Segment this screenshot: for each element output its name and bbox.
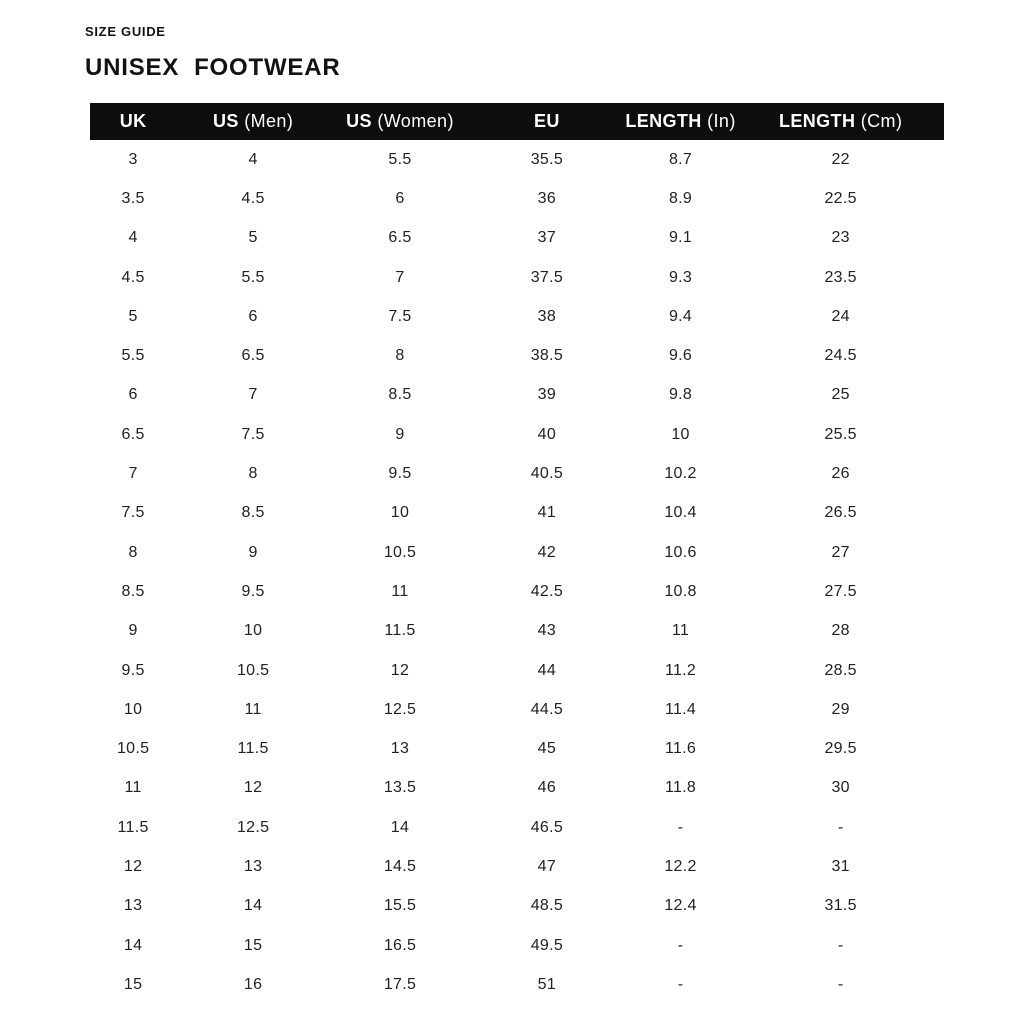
size-cell: 28.5 xyxy=(824,661,857,679)
table-row xyxy=(90,219,944,258)
size-cell: 6 xyxy=(248,307,258,325)
size-cell: 48.5 xyxy=(530,897,564,915)
size-cell: 37 xyxy=(537,229,557,247)
size-cell: 41 xyxy=(537,504,557,522)
size-cell: - xyxy=(677,936,684,954)
size-cell: 51 xyxy=(537,975,557,993)
size-cell: 10 xyxy=(671,425,690,443)
size-cell: 42.5 xyxy=(530,582,564,600)
size-cell: 9.5 xyxy=(388,465,412,483)
column-header-main: LENGTH xyxy=(625,111,702,131)
size-cell: 27 xyxy=(831,543,850,561)
size-cell: 24.5 xyxy=(824,347,857,365)
size-cell: 9.5 xyxy=(121,661,145,679)
column-header-main: UK xyxy=(119,111,147,131)
column-header xyxy=(176,103,330,140)
size-cell: 9.4 xyxy=(668,307,693,325)
column-header xyxy=(90,103,176,140)
size-cell: 7.5 xyxy=(121,504,145,522)
size-cell: 9.3 xyxy=(668,268,693,286)
size-cell: 25 xyxy=(831,386,850,404)
size-cell: 10.8 xyxy=(664,582,697,600)
size-cell: 11.6 xyxy=(664,740,697,758)
size-cell: 8.5 xyxy=(121,582,145,600)
size-cell: 9.6 xyxy=(668,347,693,365)
size-cell: 14 xyxy=(123,936,143,954)
size-cell: 38.5 xyxy=(530,347,564,365)
size-cell: 12.5 xyxy=(236,818,270,836)
size-cell: 22 xyxy=(831,150,850,168)
table-row xyxy=(90,336,944,375)
size-cell: 47 xyxy=(537,857,557,875)
table-row xyxy=(90,612,944,651)
size-cell: 10.4 xyxy=(664,504,697,522)
size-cell: 7.5 xyxy=(388,307,412,325)
size-cell: 10.6 xyxy=(664,543,697,561)
size-cell: 5.5 xyxy=(121,347,145,365)
size-cell: 27.5 xyxy=(824,582,857,600)
column-header-unit: (Cm) xyxy=(855,111,903,131)
size-cell: 24 xyxy=(831,307,850,325)
size-cell: 10 xyxy=(243,622,263,640)
size-cell: 9 xyxy=(128,622,138,640)
size-cell: 44 xyxy=(537,661,557,679)
size-cell: 9.5 xyxy=(241,582,265,600)
size-cell: 30 xyxy=(831,779,850,797)
size-cell: 45 xyxy=(537,740,557,758)
size-cell: 13 xyxy=(243,857,263,875)
size-cell: 46.5 xyxy=(530,818,564,836)
size-cell: 13.5 xyxy=(383,779,417,797)
column-header-unit: (Women) xyxy=(371,111,454,131)
size-cell: 11.5 xyxy=(384,622,416,640)
table-row xyxy=(90,651,944,690)
size-cell: 12 xyxy=(123,857,143,875)
size-cell: 3 xyxy=(128,150,138,168)
table-row xyxy=(90,965,944,1004)
size-cell: 8 xyxy=(248,465,258,483)
table-row xyxy=(90,887,944,926)
size-cell: 14.5 xyxy=(383,857,417,875)
size-cell: 7 xyxy=(128,465,138,483)
table-row xyxy=(90,847,944,886)
size-cell: - xyxy=(677,975,684,993)
size-cell: 42 xyxy=(537,543,557,561)
table-row xyxy=(90,808,944,847)
size-cell: 11.5 xyxy=(237,740,269,758)
column-header-main: EU xyxy=(533,111,560,131)
table-row xyxy=(90,140,944,179)
size-cell: 9.8 xyxy=(668,386,693,404)
header-row xyxy=(90,103,944,140)
size-cell: 16.5 xyxy=(383,936,417,954)
table-row xyxy=(90,572,944,611)
size-cell: 29 xyxy=(831,700,850,718)
size-cell: 8.5 xyxy=(241,504,265,522)
size-cell: 10 xyxy=(123,700,143,718)
size-cell: 9.1 xyxy=(668,229,693,247)
size-cell: 13 xyxy=(390,740,410,758)
table-row xyxy=(90,415,944,454)
size-cell: 4 xyxy=(128,229,138,247)
table-row xyxy=(90,297,944,336)
size-cell: 9 xyxy=(395,425,405,443)
size-cell: 11 xyxy=(244,700,262,718)
size-cell: 16 xyxy=(243,975,263,993)
size-cell: 3.5 xyxy=(121,189,145,207)
size-cell: 8.9 xyxy=(668,189,693,207)
size-cell: 8 xyxy=(128,543,138,561)
size-cell: 12 xyxy=(243,779,263,797)
size-cell: 7.5 xyxy=(241,425,265,443)
table-row xyxy=(90,729,944,768)
size-cell: 4 xyxy=(248,150,258,168)
size-cell: 25.5 xyxy=(824,425,857,443)
column-header xyxy=(470,103,624,140)
column-header-main: US xyxy=(213,111,239,131)
size-cell: 10.5 xyxy=(383,543,417,561)
size-cell: 11.5 xyxy=(117,818,149,836)
size-cell: 10 xyxy=(390,504,410,522)
table-row xyxy=(90,179,944,218)
size-cell: 23 xyxy=(831,229,850,247)
size-cell: 39 xyxy=(537,386,557,404)
size-cell: 13 xyxy=(123,897,143,915)
column-header xyxy=(624,103,738,140)
size-cell: - xyxy=(837,975,844,993)
size-cell: 8.7 xyxy=(668,150,693,168)
size-cell: 26 xyxy=(831,465,850,483)
size-table xyxy=(90,103,944,1005)
size-cell: 44.5 xyxy=(530,700,564,718)
size-cell: 14 xyxy=(243,897,263,915)
size-cell: 11.8 xyxy=(664,779,697,797)
size-cell: 6.5 xyxy=(121,425,145,443)
size-cell: 5.5 xyxy=(388,150,412,168)
size-cell: 6.5 xyxy=(388,229,412,247)
size-cell: 8 xyxy=(395,347,405,365)
size-cell: 12 xyxy=(390,661,410,679)
size-cell: 26.5 xyxy=(824,504,857,522)
size-table-header xyxy=(90,103,944,140)
size-cell: 40.5 xyxy=(530,465,564,483)
size-cell: 15 xyxy=(243,936,263,954)
size-cell: 22.5 xyxy=(824,189,857,207)
column-header-main: LENGTH xyxy=(778,111,856,131)
size-cell: 7 xyxy=(248,386,258,404)
size-cell: 43 xyxy=(537,622,557,640)
size-cell: 40 xyxy=(537,425,557,443)
size-guide-label: SIZE GUIDE xyxy=(85,24,166,39)
size-cell: - xyxy=(837,818,844,836)
size-cell: 15.5 xyxy=(383,897,417,915)
table-row xyxy=(90,533,944,572)
size-cell: 5.5 xyxy=(241,268,265,286)
column-header-unit: (Men) xyxy=(238,111,294,131)
table-row xyxy=(90,690,944,729)
size-cell: 46 xyxy=(537,779,557,797)
size-cell: 17.5 xyxy=(383,975,417,993)
column-header-unit: (In) xyxy=(701,111,736,131)
size-cell: 49.5 xyxy=(530,936,564,954)
size-cell: 6.5 xyxy=(241,347,265,365)
size-cell: 10.5 xyxy=(116,740,150,758)
size-cell: 10.2 xyxy=(664,465,697,483)
table-row xyxy=(90,494,944,533)
size-cell: 12.5 xyxy=(383,700,417,718)
size-cell: 31.5 xyxy=(824,897,857,915)
size-cell: 11 xyxy=(671,622,690,640)
size-cell: 6 xyxy=(395,189,405,207)
table-row xyxy=(90,769,944,808)
size-cell: 29.5 xyxy=(824,740,857,758)
size-cell: 36 xyxy=(537,189,557,207)
size-cell: 10.5 xyxy=(236,661,270,679)
table-row xyxy=(90,926,944,965)
table-row xyxy=(90,258,944,297)
size-cell: 14 xyxy=(390,818,410,836)
size-cell: 12.2 xyxy=(664,857,697,875)
size-cell: 5 xyxy=(248,229,258,247)
size-cell: 9 xyxy=(248,543,258,561)
size-table-body xyxy=(90,140,944,1005)
size-cell: 4.5 xyxy=(241,189,265,207)
size-cell: 15 xyxy=(123,975,143,993)
column-header-main: US xyxy=(346,111,372,131)
size-cell: 35.5 xyxy=(530,150,564,168)
table-row xyxy=(90,454,944,493)
size-cell: 12.4 xyxy=(664,897,697,915)
size-cell: 28 xyxy=(831,622,850,640)
column-header xyxy=(330,103,470,140)
size-cell: 7 xyxy=(395,268,405,286)
size-guide-page xyxy=(0,24,1024,1024)
size-cell: 5 xyxy=(128,307,138,325)
column-header xyxy=(737,103,944,140)
size-cell: 11.4 xyxy=(664,700,697,718)
page-title: UNISEX FOOTWEAR xyxy=(85,54,341,81)
size-cell: 23.5 xyxy=(824,268,857,286)
size-cell: 11.2 xyxy=(664,661,697,679)
size-cell: 4.5 xyxy=(121,268,145,286)
size-cell: 11 xyxy=(124,779,142,797)
size-cell: 6 xyxy=(128,386,138,404)
table-row xyxy=(90,376,944,415)
size-cell: 11 xyxy=(391,582,409,600)
size-cell: 31 xyxy=(831,857,850,875)
size-cell: - xyxy=(677,818,684,836)
size-cell: 38 xyxy=(537,307,557,325)
size-cell: - xyxy=(837,936,844,954)
size-cell: 37.5 xyxy=(530,268,564,286)
size-cell: 8.5 xyxy=(388,386,412,404)
